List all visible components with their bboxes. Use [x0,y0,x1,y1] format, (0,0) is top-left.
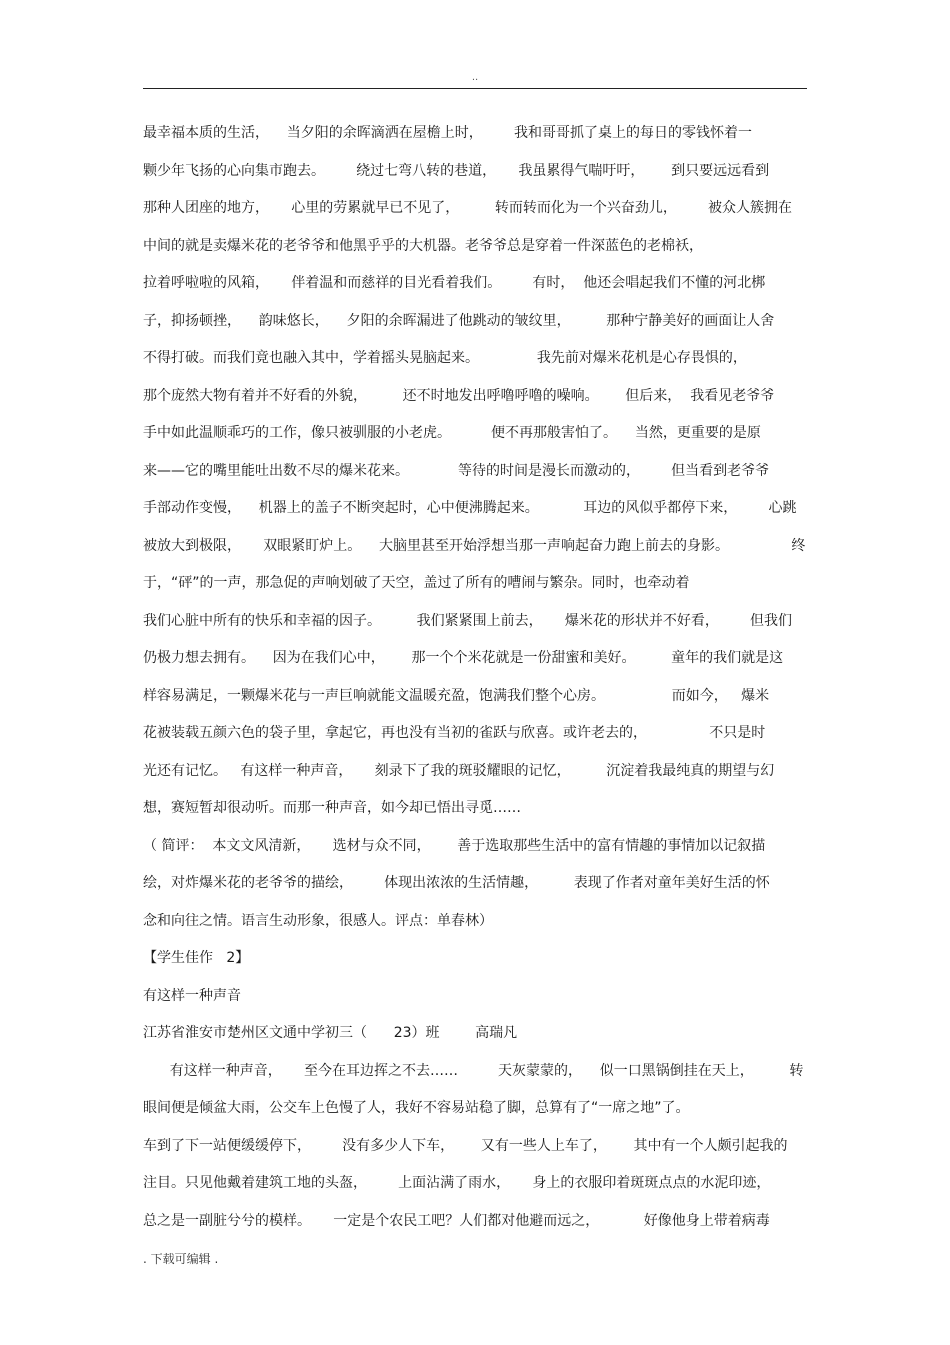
text-line: 那种人团座的地方， 心里的劳累就早已不见了， 转而转而化为一个兴奋劲儿， 被众人簇拥在 [143,200,793,216]
text-line: 中间的就是卖爆米花的老爷爷和他黑乎乎的大机器。老爷爷总是穿着一件深蓝色的老棉袄， [143,237,703,254]
text-line: 被放大到极限， 双眼紧盯炉上。 大脑里甚至开始浮想当那一声响起奋力跑上前去的身影。 终 [143,537,806,554]
text-line: 有这样一种声音， 至今在耳边挥之不去…… 天灰蒙蒙的， 似一口黑锅倒挂在天上， 转 [143,1062,804,1079]
text-line: 手部动作变慢， 机器上的盖子不断突起时，心中便沸腾起来。 耳边的风似乎都停下来， 心跳 [143,500,797,516]
text-line: 子，抑扬顿挫， 韵味悠长， 夕阳的余晖漏进了他跳动的皱纹里， 那种宁静美好的画面让人舍 [143,312,775,329]
text-line: （ 简评： 本文文风清新， 选材与众不同， 善于选取那些生活中的富有情趣的事情加以记叙描 [143,837,766,854]
text-line: 想，赛短暂却很动听。而那一种声音，如今却已悟出寻觅…… [143,800,521,816]
footer-note: . 下载可编辑 . [143,1252,219,1266]
text-line: 眼间便是倾盆大雨，公交车上色慢了人，我好不容易站稳了脚，总算有了“一席之地”了。 [143,1100,690,1116]
article-body [143,120,807,1245]
header-rule [143,88,807,89]
text-line: 手中如此温顺乖巧的工作，像只被驯服的小老虎。 便不再那般害怕了。 当然，更重要的是原 [143,425,761,441]
text-line: 仍极力想去拥有。 因为在我们心中， 那一个个米花就是一份甜蜜和美好。 童年的我们就是这 [143,650,784,666]
text-line: 总之是一副脏兮兮的模样。 一定是个农民工吧？人们都对他避而远之， 好像他身上带着病毒 [143,1212,770,1229]
text-line: 最幸福本质的生活， 当夕阳的余晖滴洒在屋檐上时， 我和哥哥抓了桌上的每日的零钱怀着一 [143,125,752,141]
text-line: 【学生佳作 2】 [143,950,250,966]
text-line: 样容易满足，一颗爆米花与一声巨响就能文温暖充盈，饱满我们整个心房。 而如今， 爆米 [143,687,770,704]
text-line: 来——它的嘴里能吐出数不尽的爆米花来。 等待的时间是漫长而激动的， 但当看到老爷爷 [143,462,770,479]
text-line: 于，“砰”的一声，那急促的声响划破了天空，盖过了所有的嘈闹与繁杂。同时，也牵动着 [143,575,690,591]
text-line: 颗少年飞扬的心向集市跑去。 绕过七弯八转的巷道， 我虽累得气喘吁吁， 到只要远远看到 [143,162,770,179]
header-mark: .. [471,72,479,83]
text-line: 那个庞然大物有着并不好看的外貌， 还不时地发出呼噜呼噜的噪响。 但后来， 我看见老爷爷 [143,387,775,404]
text-line: 注目。只见他戴着建筑工地的头盔， 上面沾满了雨水， 身上的衣服印着斑斑点点的水泥印迹， [143,1175,771,1191]
text-line: 车到了下一站便缓缓停下， 没有多少人下车， 又有一些人上车了， 其中有一个人颇引起我的 [143,1137,788,1154]
text-line: 念和向往之情。语言生动形象，很感人。评点：单春林） [143,912,493,929]
text-line: 光还有记忆。 有这样一种声音， 刻录下了我的斑驳耀眼的记忆， 沉淀着我最纯真的期望与幻 [143,762,775,779]
text-line: 江苏省淮安市楚州区文通中学初三（ 23）班 高瑞凡 [143,1025,518,1041]
text-line: 不得打破。而我们竟也融入其中，学着摇头晃脑起来。 我先前对爆米花机是心存畏惧的， [143,350,747,366]
text-line: 我们心脏中所有的快乐和幸福的因子。 我们紧紧围上前去， 爆米花的形状并不好看， 但我们 [143,612,793,629]
text-line: 绘，对炸爆米花的老爷爷的描绘， 体现出浓浓的生活情趣， 表现了作者对童年美好生活的怀 [143,875,770,891]
text-line: 花被装载五颜六色的袋子里，拿起它，再也没有当初的雀跃与欣喜。或许老去的， 不只是时 [143,725,766,741]
text-line: 有这样一种声音 [143,987,241,1004]
text-line: 拉着呼啦啦的风箱， 伴着温和而慈祥的目光看着我们。 有时， 他还会唱起我们不懂的河北梆 [143,275,766,291]
